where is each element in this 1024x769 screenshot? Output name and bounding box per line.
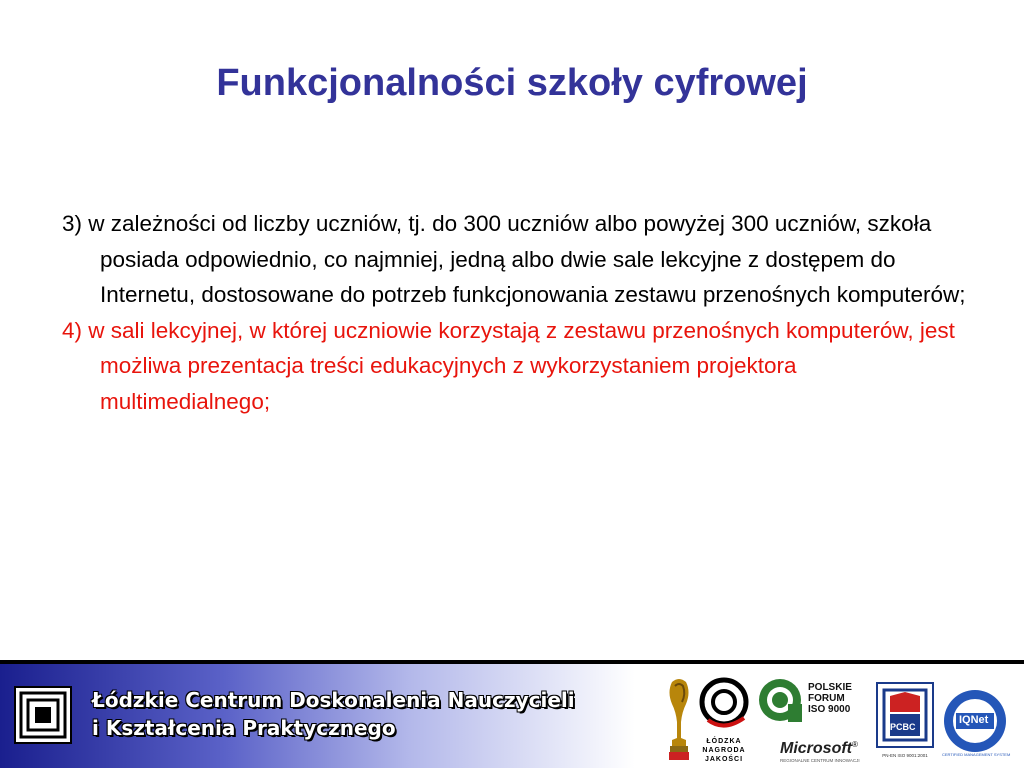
- footer-banner: [0, 664, 1024, 768]
- iqnet-logo: [942, 678, 1011, 764]
- cdn-square-logo: [14, 686, 72, 744]
- pcbc-text: PCBC: [890, 722, 916, 732]
- registered-mark: ®: [852, 740, 858, 749]
- pcbc-subtext: PN-EN ISO 9001:2001: [882, 753, 928, 758]
- forum-emblem-icon: [758, 676, 804, 728]
- slide-title: Funkcjonalności szkoły cyfrowej: [216, 62, 808, 104]
- pcbc-emblem-icon: [876, 682, 934, 748]
- lodzka-nagroda-logo: [698, 676, 750, 766]
- paragraph-4: 4) w sali lekcyjnej, w której uczniowie korzystają z zestawu przenośnych komputerów, jest możliwa prezentacja treści edukacyjnych z wykorzystaniem projektora multimedialnego;: [62, 317, 955, 414]
- microsoft-subtext: REGIONALNE CENTRUM INNOWACJI: [780, 758, 860, 763]
- iqnet-text: IQNet: [959, 714, 989, 726]
- slide-content: [62, 206, 972, 419]
- org-name-line-2: i Kształcenia Praktycznego: [92, 716, 396, 740]
- award-text: ŁÓDZKA NAGRODA JAKOŚCI: [702, 738, 746, 763]
- award-emblem-icon: [698, 676, 750, 732]
- iso-forum-logo: [758, 676, 860, 736]
- microsoft-logo: [780, 740, 866, 766]
- trophy-icon: [664, 678, 694, 764]
- iqnet-ring-text: CERTIFIED MANAGEMENT SYSTEM: [942, 752, 1011, 757]
- org-name-line-1: Łódzkie Centrum Doskonalenia Nauczycieli: [92, 688, 575, 712]
- pcbc-logo: [876, 682, 934, 764]
- paragraph-3: 3) w zależności od liczby uczniów, tj. do 300 uczniów albo powyżej 300 uczniów, szkoła posiada odpowiednio, co najmniej, jedną albo dwie sale lekcyjne z dostępem do Internetu, dostosowane do potrzeb funkcjonowania zestawu przenośnych komputerów;: [62, 211, 966, 307]
- forum-text: POLSKIE FORUM ISO 9000: [808, 682, 852, 715]
- microsoft-text: Microsoft: [780, 740, 852, 757]
